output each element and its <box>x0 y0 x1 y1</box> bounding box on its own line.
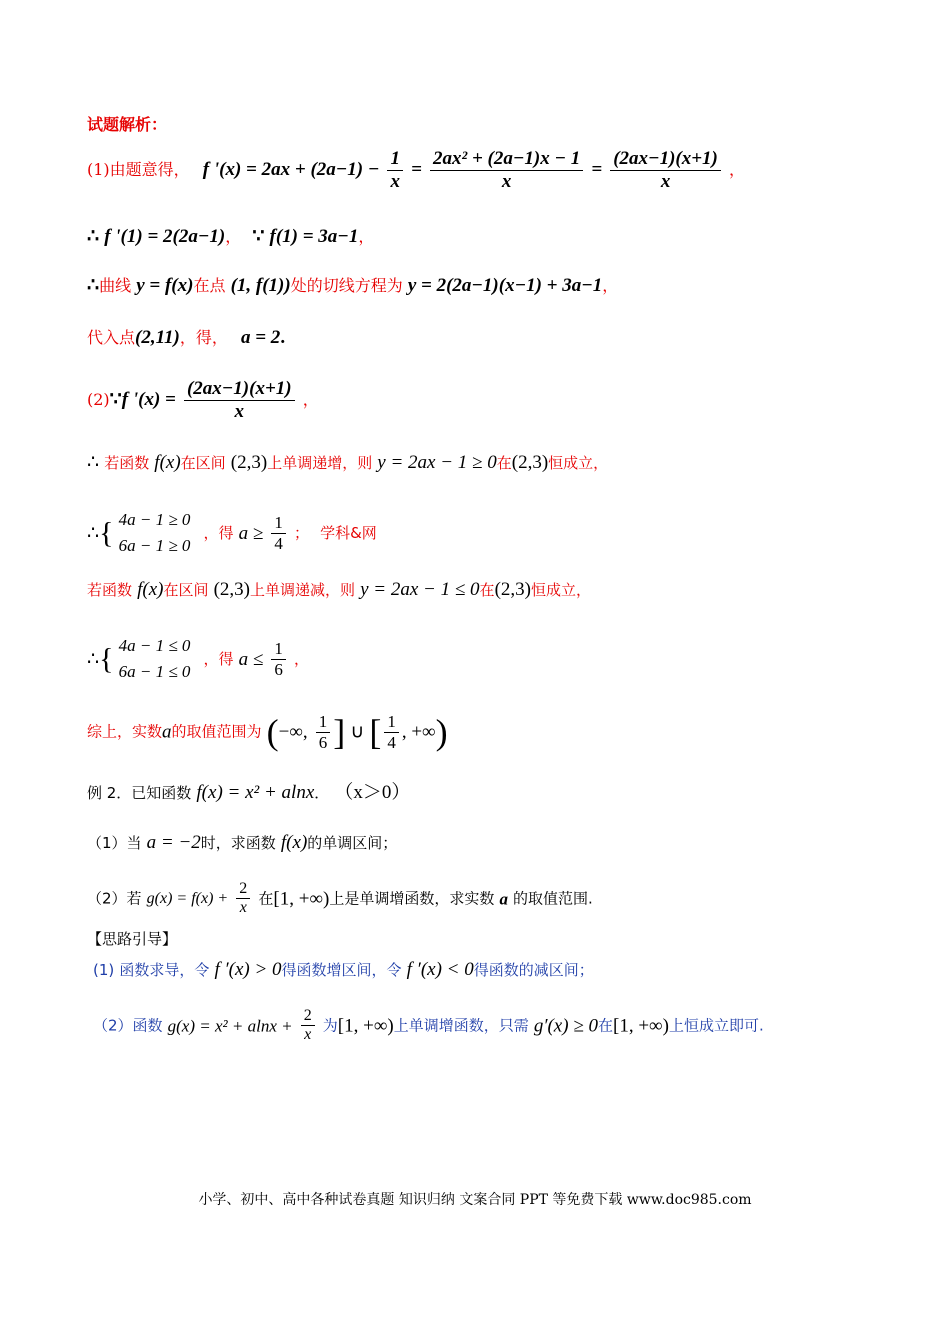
decreasing-condition: f ′(x) < 0 <box>406 959 474 980</box>
fraction-sixth: $\frac{1}{6}$ <box>316 712 331 752</box>
var-a: a <box>162 721 172 743</box>
therefore-symbol: ∴ <box>87 522 100 544</box>
text: 上恒成立即可. <box>668 1016 764 1035</box>
text: 在 <box>598 1016 614 1035</box>
fraction-expanded: $\frac{\text{2ax² + (2a−1)x − 1}}{x}$ <box>430 148 583 193</box>
text: 恒成立， <box>548 454 609 472</box>
text: 恒成立， <box>530 581 591 599</box>
result-a: a = 2 <box>240 327 281 348</box>
text: 函数求导，令 <box>119 961 210 979</box>
part2-derivative-line <box>87 378 319 423</box>
text: 上单调递增，则 <box>267 454 373 472</box>
condition-expr: y = 2ax − 1 ≤ 0 <box>360 579 480 600</box>
text: ，得， <box>179 328 228 347</box>
interval-expr: (2,3) <box>230 452 268 473</box>
example2-line <box>87 783 410 802</box>
derivative-lhs: f '(x) = <box>121 388 176 410</box>
therefore-symbol: ∴ <box>87 275 100 296</box>
text: 时，求函数 <box>200 834 276 852</box>
therefore-symbol: ∴ <box>87 648 100 670</box>
text: ，得 <box>203 523 234 542</box>
interval-expr: (2,3) <box>494 579 531 600</box>
condition-expr: y = 2ax − 1 ≥ 0 <box>377 452 497 473</box>
hint-heading: 【思路引导】 <box>87 930 178 948</box>
text: 的单调区间； <box>307 834 398 852</box>
point-expr: (2,11) <box>135 327 180 348</box>
because-symbol: ∵ <box>109 388 122 410</box>
text: 上单调增函数，只需 <box>393 1016 529 1035</box>
g-definition: g(x) = f(x) + <box>146 889 229 907</box>
function-def: f(x) = x² + alnx <box>196 782 315 803</box>
interval-expr: [1, +∞) <box>613 1015 669 1037</box>
fraction-2-over-x: $\frac{2}{x}$ <box>301 1007 315 1045</box>
fraction-quarter: $\frac{1}{4}$ <box>384 712 399 752</box>
part2-label: (2) <box>87 389 110 409</box>
interval-expr: [1, +∞) <box>337 1015 394 1037</box>
interval-expr: [1, +∞) <box>273 888 330 910</box>
interval-expr: (2,3) <box>511 452 549 473</box>
text: 上单调递减，则 <box>250 581 356 599</box>
end-punct: ， <box>293 649 309 668</box>
increasing-condition: f ′(x) > 0 <box>214 959 282 980</box>
text: 上是单调增函数，求实数 <box>329 889 495 908</box>
derivative-lhs: f '(x) = 2ax + (2a−1) − <box>202 158 380 180</box>
a-condition: a = −2 <box>146 832 201 853</box>
fraction-quarter: $\frac{1}{4}$ <box>271 513 286 553</box>
question1-line <box>87 833 397 852</box>
text: 在 <box>496 454 512 472</box>
question-label: （2）若 <box>87 889 142 908</box>
line-f-prime-one <box>87 227 374 246</box>
text: 代入点 <box>87 328 136 347</box>
end-punct: ， <box>302 389 319 409</box>
summary-line <box>87 712 448 752</box>
analysis-heading: 试题解析： <box>87 115 168 134</box>
line-substitute <box>87 328 285 347</box>
fx-expr: f(x) <box>154 452 181 473</box>
text: 在点 <box>193 276 226 295</box>
increasing-system-line <box>87 507 377 560</box>
neg-infinity: −∞, <box>278 721 308 743</box>
text: 在 <box>479 581 495 599</box>
hint1-line <box>93 960 594 979</box>
text: 若函数 <box>87 581 133 599</box>
because-symbol: ∵ <box>252 226 265 247</box>
hint-label: （2）函数 <box>93 1016 163 1035</box>
curve-expr: y = f(x) <box>136 275 194 296</box>
f-one: f(1) = 3a−1 <box>269 226 359 247</box>
text: 若函数 <box>104 454 150 472</box>
g-prime-condition: g′(x) ≥ 0 <box>533 1015 598 1037</box>
text: 的取值范围为 <box>171 722 262 741</box>
inequality-system: 4a − 1 ≥ 0 6a − 1 ≥ 0 <box>118 510 191 556</box>
var-a: a <box>499 889 508 909</box>
text: 在区间 <box>163 581 209 599</box>
part1-label: (1) <box>87 159 110 179</box>
end-punct: . <box>280 327 286 348</box>
text: 的取值范围. <box>513 889 593 908</box>
point-expr: (1, f(1)) <box>230 275 291 296</box>
pos-infinity: , +∞ <box>401 721 436 743</box>
question-label: （1）当 <box>87 834 142 852</box>
fraction-2-over-x: $\frac{2}{x}$ <box>236 880 250 918</box>
left-paren: ( <box>266 712 279 753</box>
watermark-text: 学科&网 <box>320 523 377 542</box>
tangent-equation: y = 2(2a−1)(x−1) + 3a−1 <box>407 275 603 296</box>
page-footer: 小学、初中、高中各种试卷真题 知识归纳 文案合同 PPT 等免费下载 www.doc985.com <box>198 1192 752 1208</box>
hint-label: (1) <box>93 961 115 979</box>
comma: ， <box>728 159 745 179</box>
right-paren: ) <box>435 712 448 753</box>
fraction-factored: $\frac{(2ax-1)(x+1)}{x}$ <box>610 148 721 193</box>
text: ，得 <box>203 649 234 668</box>
domain-condition: （x＞0） <box>334 782 411 803</box>
fx-expr: f(x) <box>137 579 164 600</box>
text: 得函数增区间，令 <box>281 961 402 979</box>
end-punct: ， <box>358 227 375 246</box>
union-symbol: ∪ <box>350 721 365 743</box>
left-bracket: [ <box>369 712 382 753</box>
text: 曲线 <box>99 276 132 295</box>
semicolon: ； <box>293 523 309 542</box>
text: 为 <box>322 1016 338 1035</box>
g-definition: g(x) = x² + alnx + <box>167 1016 293 1036</box>
text: 在区间 <box>180 454 226 472</box>
fx-expr: f(x) <box>280 832 308 853</box>
text: 处的切线方程为 <box>290 276 403 295</box>
separator: ， <box>225 227 242 246</box>
text: 得函数的减区间； <box>473 961 594 979</box>
fraction-factored: $\frac{(2ax-1)(x+1)}{x}$ <box>184 378 295 423</box>
interval-expr: (2,3) <box>213 579 250 600</box>
decreasing-condition-line <box>87 580 591 599</box>
left-brace: { <box>99 516 114 550</box>
fraction-sixth: $\frac{1}{6}$ <box>271 639 286 679</box>
fraction-1-over-x: $\frac{1}{x}$ <box>387 148 403 193</box>
decreasing-system-line <box>87 633 309 686</box>
line-tangent <box>87 276 618 295</box>
increasing-condition-line <box>87 453 608 472</box>
text: 在 <box>258 889 274 908</box>
right-bracket: ] <box>333 712 346 753</box>
dot: ． <box>314 784 330 802</box>
question2-line <box>87 880 593 918</box>
result-lhs: a ≥ <box>238 522 264 544</box>
example-label: 例 2．已知函数 <box>87 784 192 802</box>
f-prime-one: f '(1) = 2(2a−1) <box>104 226 226 247</box>
equals-sign: = <box>411 158 422 180</box>
result-lhs: a ≤ <box>238 648 264 670</box>
text: 综上，实数 <box>87 722 163 741</box>
part1-derivative-line <box>87 148 745 193</box>
part1-intro: 由题意得， <box>109 159 190 179</box>
end-punct: ， <box>602 276 619 295</box>
therefore-symbol: ∴ <box>87 452 100 473</box>
hint2-line <box>93 1007 764 1045</box>
equals-sign: = <box>591 158 603 180</box>
left-brace: { <box>99 642 114 676</box>
therefore-symbol: ∴ <box>87 226 100 247</box>
inequality-system: 4a − 1 ≤ 0 6a − 1 ≤ 0 <box>118 636 191 682</box>
